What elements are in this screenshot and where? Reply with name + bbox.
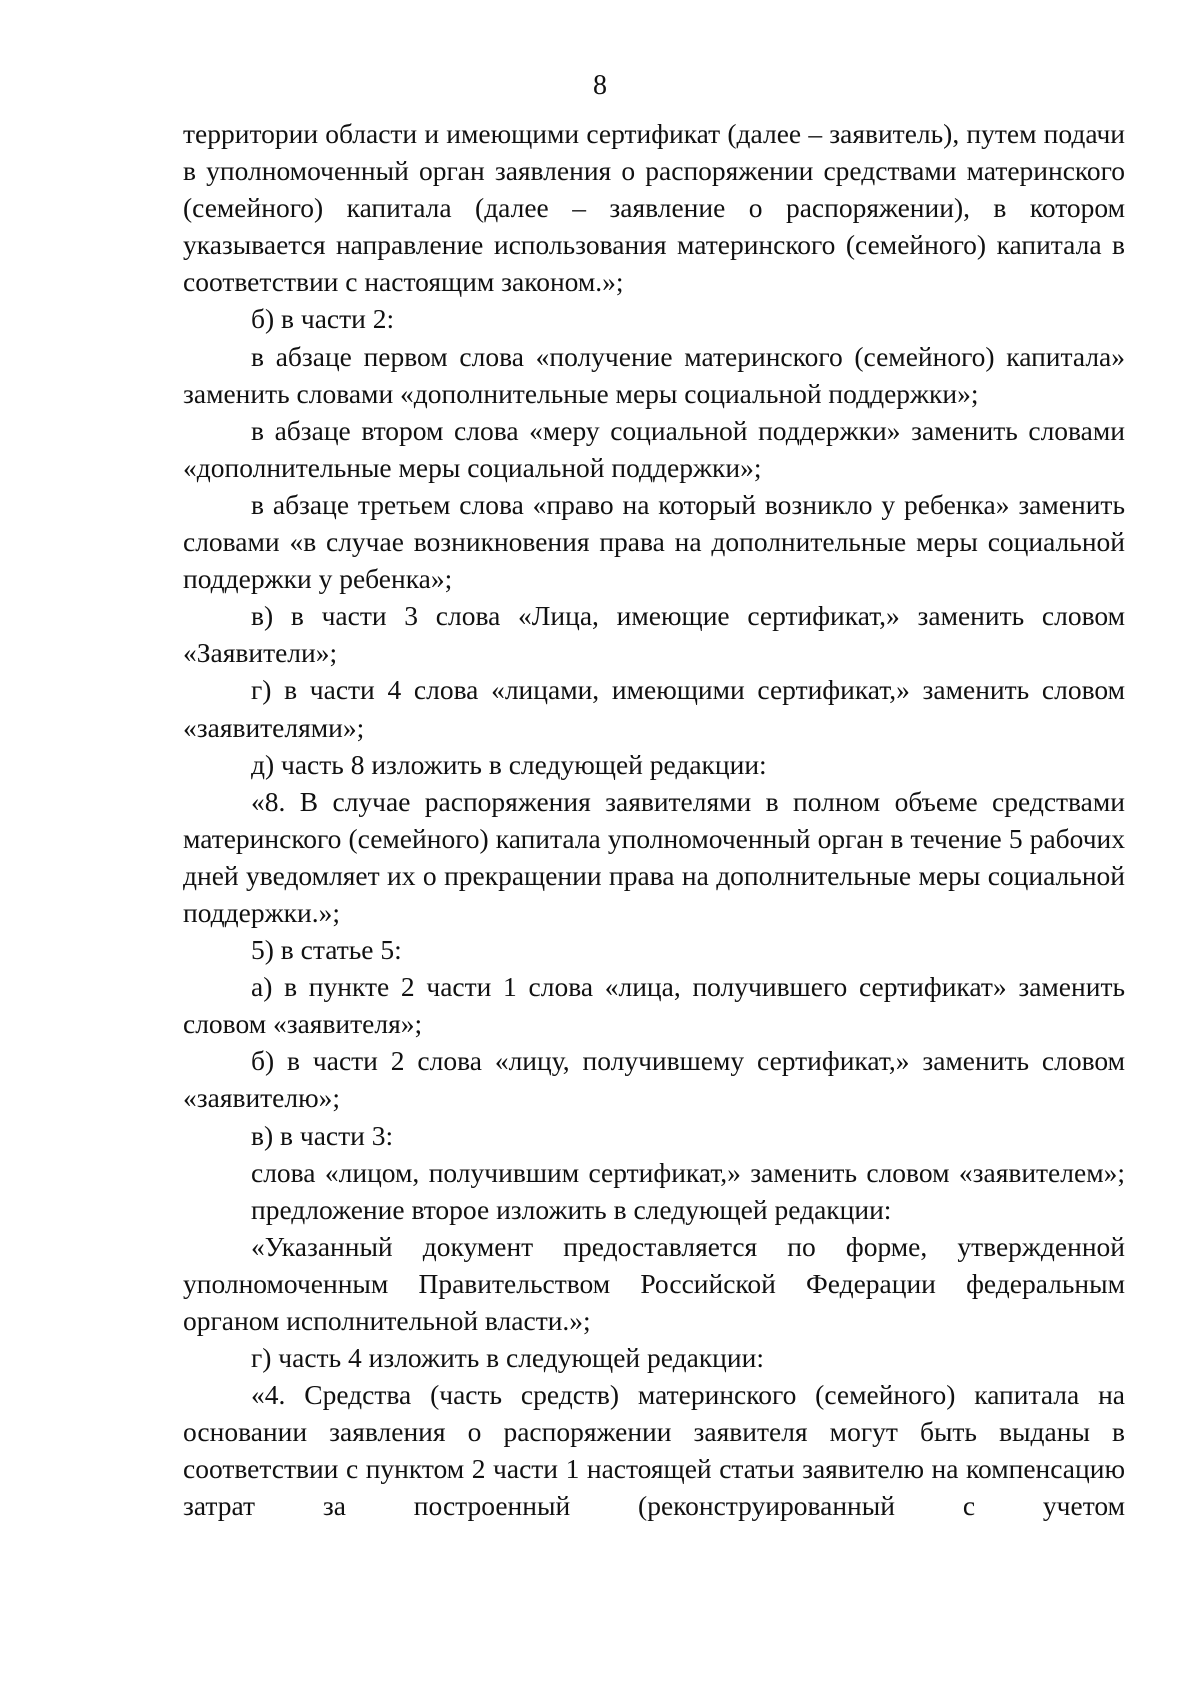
paragraph-item-g-part4-new: г) часть 4 изложить в следующей редакции: — [251, 1342, 764, 1374]
paragraph-third-abzac: в абзаце третьем слова «право на который возникло у ребенка» заменить словами «в случае возникновения права на дополнительные меры социальной поддержки у ребенка»; — [183, 488, 1125, 595]
paragraph-second-abzac: в абзаце втором слова «меру социальной поддержки» заменить словами «дополнительные меры социальной поддержки»; — [183, 414, 1125, 483]
paragraph-continuation: территории области и имеющими сертификат (далее – заявитель), путем подачи в уполномоченный орган заявления о распоряжении средствами материнского (семейного) капитала (далее – заявление о распоряжении), в котором указывается направление использования материнского (семейного) капитала в соответствии с настоящим законом.»; — [183, 118, 1125, 298]
paragraph-item-g-part4: г) в части 4 слова «лицами, имеющими сертификат,» заменить словом «заявителями»; — [183, 674, 1125, 743]
paragraph-words-replace: слова «лицом, получившим сертификат,» заменить словом «заявителем»; — [251, 1156, 1125, 1188]
paragraph-item-d: д) часть 8 изложить в следующей редакции: — [251, 748, 767, 780]
paragraph-first-abzac: в абзаце первом слова «получение материнского (семейного) капитала» заменить словами «дополнительные меры социальной поддержки»; — [183, 340, 1125, 409]
paragraph-item-a: а) в пункте 2 части 1 слова «лица, получившего сертификат» заменить словом «заявителя»; — [183, 971, 1125, 1040]
paragraph-item-b: б) в части 2: — [251, 303, 395, 335]
page-number: 8 — [593, 70, 607, 101]
paragraph-second-sentence: предложение второе изложить в следующей редакции: — [251, 1193, 892, 1225]
document-body — [183, 115, 1125, 1525]
paragraph-item-v-part3: в) в части 3 слова «Лица, имеющие сертификат,» заменить словом «Заявители»; — [183, 600, 1125, 669]
paragraph-item-v: в) в части 3: — [251, 1119, 394, 1151]
paragraph-part4-text: «4. Средства (часть средств) материнского (семейного) капитала на основании заявления о распоряжении заявителя могут быть выданы в соответствии с пунктом 2 части 1 настоящей статьи заявителю на компенсацию затрат за построенный (реконструированный с учетом — [183, 1379, 1125, 1522]
paragraph-document-form: «Указанный документ предоставляется по форме, утвержденной уполномоченным Правительством Российской Федерации федеральным органом исполнительной власти.»; — [183, 1230, 1125, 1336]
paragraph-part8-text: «8. В случае распоряжения заявителями в полном объеме средствами материнского (семейного) капитала уполномоченный орган в течение 5 рабочих дней уведомляет их о прекращении права на дополнительные меры социальной поддержки.»; — [183, 785, 1125, 928]
paragraph-article5: 5) в статье 5: — [251, 934, 402, 966]
paragraph-item-b-part2: б) в части 2 слова «лицу, получившему сертификат,» заменить словом «заявителю»; — [183, 1045, 1125, 1114]
